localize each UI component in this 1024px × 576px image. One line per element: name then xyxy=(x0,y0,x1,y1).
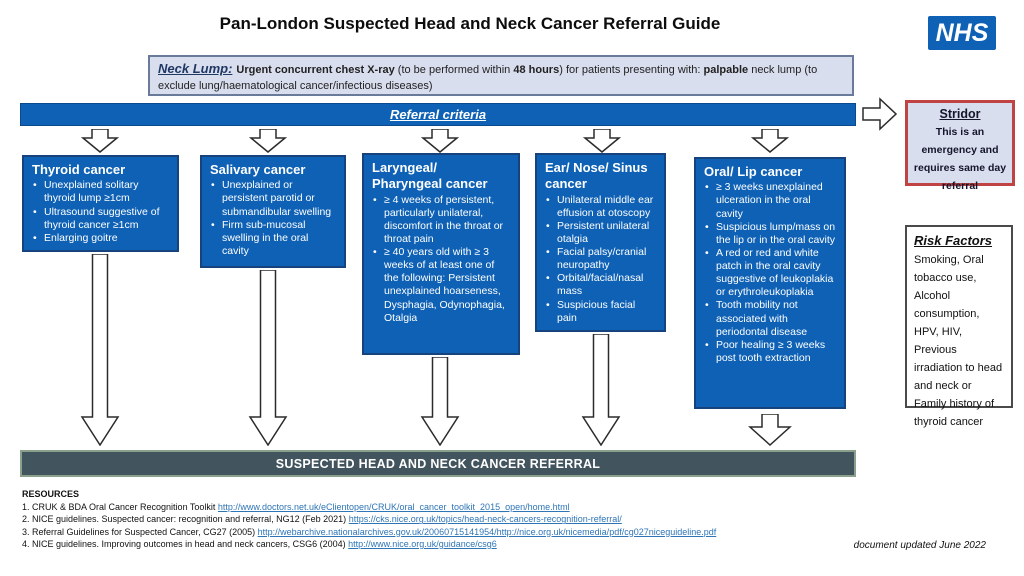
down-arrow-long xyxy=(420,357,460,446)
resource-link[interactable]: http://www.nice.org.uk/guidance/csg6 xyxy=(348,538,497,549)
footer-note: document updated June 2022 xyxy=(853,540,986,551)
risk-factors-box xyxy=(905,225,1013,428)
cancer-box-ear-nose-sinus xyxy=(535,153,666,332)
list-item: • Suspicious lump/mass on the lip or in the oral cavity xyxy=(704,221,836,247)
down-arrow-icon xyxy=(249,129,287,153)
arrow-right-icon xyxy=(862,96,898,132)
list-item: • Enlarging goitre xyxy=(32,232,169,245)
resource-line xyxy=(22,513,842,525)
down-arrow-long xyxy=(581,334,621,446)
down-arrow-icon xyxy=(421,129,459,153)
box-title: Oral/ Lip cancer xyxy=(704,164,803,179)
stridor-body: This is an emergency and requires same day referral xyxy=(913,126,1007,192)
list-item: • A red or red and white patch in the oral cavity suggestive of leukoplakia or erythroleukoplakia xyxy=(704,247,836,300)
bullet-list xyxy=(32,179,169,245)
box-title: Salivary cancer xyxy=(210,162,306,177)
referral-criteria-label: Referral criteria xyxy=(389,107,487,122)
cancer-box-oral-lip xyxy=(694,157,846,409)
resources-heading: RESOURCES xyxy=(22,489,80,499)
list-item: • Ultrasound suggestive of thyroid cancer ≥1cm xyxy=(32,206,169,232)
neck-lump-text3: ) for patients presenting with: xyxy=(559,64,704,76)
resource-text: 1. CRUK & BDA Oral Cancer Recognition Toolkit xyxy=(22,502,218,512)
neck-lump-panel xyxy=(148,55,854,96)
bullet-list xyxy=(545,194,656,325)
down-arrow-icon xyxy=(583,129,621,153)
box-title: Laryngeal/ Pharyngeal cancer xyxy=(372,160,488,192)
list-item: • ≥ 40 years old with ≥ 3 weeks of at least one of the following: Persistent unexplained hoarseness, Dysphagia, Odynophagia, Otalgia xyxy=(372,246,510,325)
resource-link[interactable]: https://cks.nice.org.uk/topics/head-neck-cancers-recognition-referral/ xyxy=(348,514,622,525)
resource-line xyxy=(22,538,842,550)
risk-factors-title: Risk Factors xyxy=(914,233,993,248)
neck-lump-label: Neck Lump: xyxy=(158,61,233,76)
down-arrow-icon xyxy=(81,129,119,153)
resource-text: 3. Referral Guidelines for Suspected Cancer, CG27 (2005) xyxy=(22,526,258,537)
resource-text: 4. NICE guidelines. Improving outcomes in head and neck cancers, CSG6 (2004) xyxy=(22,538,349,549)
down-arrow-icon xyxy=(748,414,792,446)
list-item: • Persistent unilateral otalgia xyxy=(545,220,656,246)
resources-section xyxy=(22,489,842,550)
resource-link[interactable]: http://webarchive.nationalarchives.gov.uk/20060715141954/http://nice.org.uk/nicemedia/pdf/cg027niceguideline.pdf xyxy=(257,526,717,537)
list-item: • Unilateral middle ear effusion at otoscopy xyxy=(545,194,656,220)
list-item: • Unexplained or persistent parotid or submandibular swelling xyxy=(210,179,336,218)
neck-lump-text4: neck lump (to exclude lung/haematological cancer/infectious diseases) xyxy=(158,64,818,92)
bullet-list xyxy=(704,181,836,365)
bullet-list xyxy=(210,179,336,258)
cancer-box-salivary xyxy=(200,155,346,268)
neck-lump-text-bold3: palpable xyxy=(703,64,749,76)
list-item: • ≥ 3 weeks unexplained ulceration in the oral cavity xyxy=(704,181,836,220)
suspected-referral-bar xyxy=(20,450,856,477)
resource-line xyxy=(22,501,842,513)
cancer-box-thyroid xyxy=(22,155,179,252)
risk-factors-body: Smoking, Oral tobacco use, Alcohol consumption, HPV, HIV, Previous irradiation to head and neck or Family history of thyroid cancer xyxy=(914,254,1003,428)
nhs-logo xyxy=(928,16,996,50)
nhs-logo-text: NHS xyxy=(935,18,989,47)
neck-lump-text-bold2: 48 hours xyxy=(513,64,560,76)
down-arrow-icon xyxy=(751,129,789,153)
stridor-box xyxy=(905,100,1015,192)
cancer-box-laryngeal-pharyngeal xyxy=(362,153,520,355)
resource-link[interactable]: http://www.doctors.net.uk/eClientopen/CRUK/oral_cancer_toolkit_2015_open/home.html xyxy=(217,502,570,512)
stridor-title: Stridor xyxy=(939,107,981,121)
list-item: • Orbital/facial/nasal mass xyxy=(545,272,656,298)
neck-lump-text-bold1: Urgent concurrent chest X-ray xyxy=(236,64,395,76)
list-item: • Suspicious facial pain xyxy=(545,299,656,325)
list-item: • Firm sub-mucosal swelling in the oral cavity xyxy=(210,219,336,258)
down-arrow-long xyxy=(248,270,288,446)
page-title: Pan-London Suspected Head and Neck Cancer Referral Guide xyxy=(219,14,721,33)
list-item: • ≥ 4 weeks of persistent, particularly unilateral, discomfort in the throat or throat pain xyxy=(372,194,510,247)
list-item: • Tooth mobility not associated with periodontal disease xyxy=(704,299,836,338)
referral-criteria-bar xyxy=(20,103,856,126)
list-item: • Facial palsy/cranial neuropathy xyxy=(545,246,656,272)
list-item: • Unexplained solitary thyroid lump ≥1cm xyxy=(32,179,169,205)
resource-line xyxy=(22,526,842,538)
down-arrow-long xyxy=(80,254,120,446)
bullet-list xyxy=(372,194,510,325)
neck-lump-text2: (to be performed within xyxy=(394,64,514,76)
list-item: • Poor healing ≥ 3 weeks post tooth extraction xyxy=(704,339,836,365)
resource-text: 2. NICE guidelines. Suspected cancer: recognition and referral, NG12 (Feb 2021) xyxy=(22,514,349,525)
suspected-referral-label: SUSPECTED HEAD AND NECK CANCER REFERRAL xyxy=(275,456,601,471)
box-title: Ear/ Nose/ Sinus cancer xyxy=(545,160,648,192)
box-title: Thyroid cancer xyxy=(32,162,126,177)
